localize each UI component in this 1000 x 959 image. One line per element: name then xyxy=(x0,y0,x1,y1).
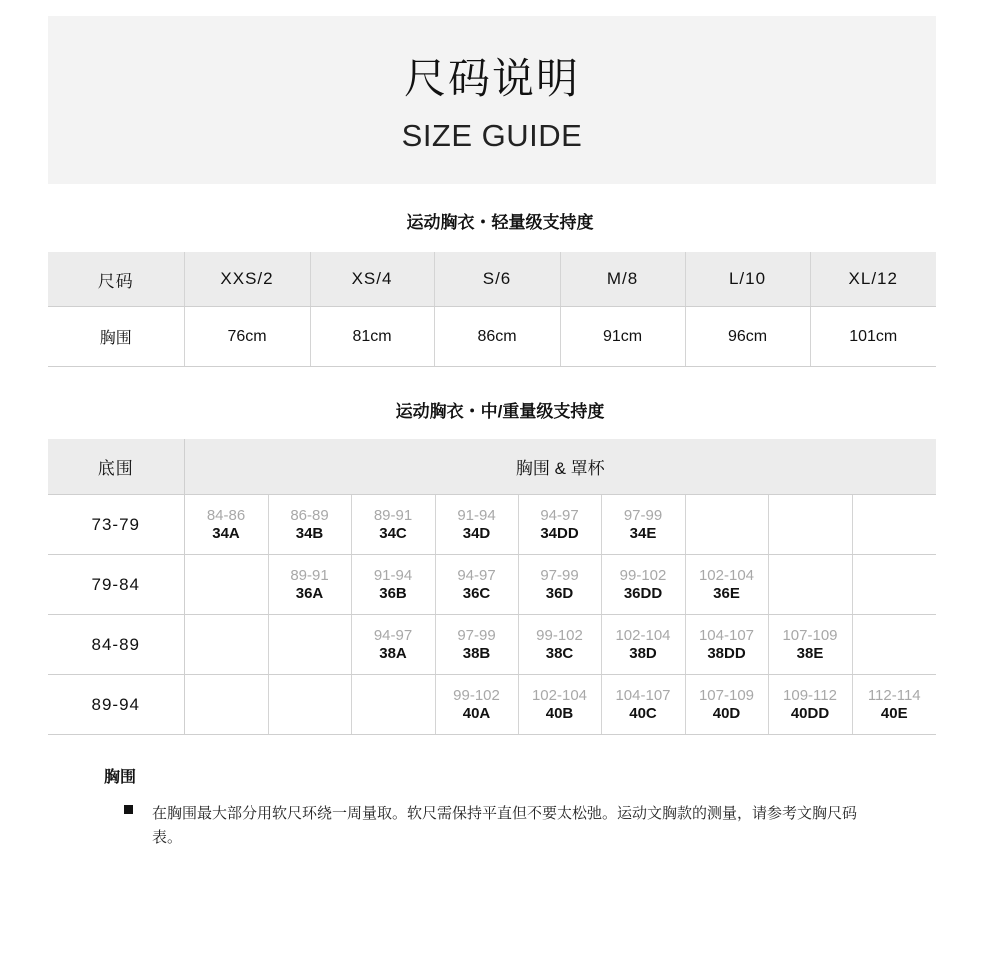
bust-range: 94-97 xyxy=(373,626,413,644)
cup-size: 34C xyxy=(379,524,407,542)
cup-cell xyxy=(435,675,518,735)
cup-cell xyxy=(184,675,268,735)
bust-range: 104-107 xyxy=(615,686,671,704)
underband-cell: 89-94 xyxy=(48,675,184,735)
bust-label: 胸围 xyxy=(48,307,184,367)
bust-range: 89-91 xyxy=(373,506,413,524)
cup-size: 38E xyxy=(796,644,824,662)
bust-range: 109-112 xyxy=(783,686,837,704)
cup-cell xyxy=(685,675,768,735)
bust-range: 97-99 xyxy=(540,566,579,584)
note-text: 在胸围最大部分用软尺环绕一周量取。软尺需保持平直但不要太松弛。运动文胸款的测量，请参考文胸尺码表。 xyxy=(152,805,858,846)
cup-size: 36A xyxy=(295,584,324,602)
cup-cell xyxy=(518,675,601,735)
cup-cell xyxy=(268,675,351,735)
cup-size: 40C xyxy=(629,704,657,722)
cup-size: 40A xyxy=(462,704,491,722)
cup-size: 40E xyxy=(880,704,908,722)
cup-cell xyxy=(351,555,435,615)
size-label: 尺码 xyxy=(48,252,184,307)
bust-range: 97-99 xyxy=(457,626,496,644)
size-header-cell: XXS/2 xyxy=(184,252,310,307)
cup-cell xyxy=(518,495,601,555)
cup-cell xyxy=(852,555,936,615)
cup-size: 40B xyxy=(545,704,574,722)
cup-cell xyxy=(768,555,852,615)
bust-cup-label: 胸围 & 罩杯 xyxy=(184,439,936,495)
light-support-table xyxy=(48,252,936,367)
bust-cell: 101cm xyxy=(810,307,936,367)
note-item xyxy=(124,802,884,850)
cup-size: 34A xyxy=(212,524,240,542)
bust-range: 99-102 xyxy=(619,566,667,584)
cup-cell xyxy=(685,615,768,675)
cup-size: 40DD xyxy=(790,704,830,722)
page-title: 尺码说明 xyxy=(403,55,580,102)
cup-size: 38B xyxy=(462,644,491,662)
cup-cell xyxy=(768,675,852,735)
size-header-cell: S/6 xyxy=(434,252,560,307)
bust-range: 102-104 xyxy=(615,626,671,644)
bullet-icon xyxy=(124,805,133,814)
cup-size: 36E xyxy=(713,584,740,602)
bust-cell: 96cm xyxy=(685,307,810,367)
cup-cell xyxy=(518,555,601,615)
bust-cell: 81cm xyxy=(310,307,434,367)
underband-cell: 84-89 xyxy=(48,615,184,675)
size-header-cell: L/10 xyxy=(685,252,810,307)
bust-range: 102-104 xyxy=(531,686,588,704)
cup-size: 36B xyxy=(379,584,407,602)
cup-size: 38A xyxy=(379,644,407,662)
cup-size: 36C xyxy=(462,584,491,602)
cup-cell xyxy=(852,495,936,555)
cup-cell xyxy=(601,615,685,675)
cup-cell xyxy=(685,555,768,615)
table-row xyxy=(48,495,936,555)
size-header-cell: XS/4 xyxy=(310,252,434,307)
bust-range: 112-114 xyxy=(867,686,921,704)
bust-range: 99-102 xyxy=(536,626,583,644)
underband-cell: 73-79 xyxy=(48,495,184,555)
bust-range: 94-97 xyxy=(540,506,579,524)
cup-size: 34D xyxy=(462,524,491,542)
cup-cell xyxy=(184,555,268,615)
bust-range: 107-109 xyxy=(782,626,838,644)
bust-cell: 76cm xyxy=(184,307,310,367)
bust-range: 99-102 xyxy=(453,686,500,704)
cup-size: 38D xyxy=(629,644,657,662)
table-row xyxy=(48,555,936,615)
bust-range: 84-86 xyxy=(206,506,246,524)
cup-cell xyxy=(351,495,435,555)
light-support-title: 运动胸衣・轻量级支持度 xyxy=(406,213,594,232)
bust-range: 97-99 xyxy=(623,506,663,524)
cup-cell xyxy=(268,495,351,555)
cup-cell xyxy=(768,495,852,555)
heavy-support-table xyxy=(48,439,936,735)
header-banner xyxy=(48,16,936,184)
page-subtitle: SIZE GUIDE xyxy=(401,118,583,153)
cup-cell xyxy=(184,615,268,675)
bust-range: 107-109 xyxy=(698,686,755,704)
cup-size: 34DD xyxy=(540,524,579,542)
bust-range: 102-104 xyxy=(698,566,755,584)
bust-cell: 91cm xyxy=(560,307,685,367)
heavy-support-title: 运动胸衣・中/重量级支持度 xyxy=(395,402,605,421)
cup-cell xyxy=(351,615,435,675)
size-header-cell: XL/12 xyxy=(810,252,936,307)
bust-cell: 86cm xyxy=(434,307,560,367)
bust-range: 91-94 xyxy=(373,566,413,584)
bust-range: 94-97 xyxy=(457,566,496,584)
cup-cell xyxy=(768,615,852,675)
table-header-row xyxy=(48,439,936,495)
cup-size: 38DD xyxy=(707,644,746,662)
cup-cell xyxy=(435,495,518,555)
table-row xyxy=(48,615,936,675)
cup-cell xyxy=(601,675,685,735)
cup-cell xyxy=(601,495,685,555)
cup-cell xyxy=(351,675,435,735)
cup-cell xyxy=(268,615,351,675)
table-row xyxy=(48,307,936,367)
cup-size: 36DD xyxy=(623,584,663,602)
cup-size: 38C xyxy=(545,644,574,662)
cup-cell xyxy=(685,495,768,555)
cup-cell xyxy=(601,555,685,615)
cup-size: 36D xyxy=(545,584,574,602)
bust-range: 86-89 xyxy=(290,506,329,524)
bust-range: 104-107 xyxy=(698,626,755,644)
notes-title: 胸围 xyxy=(104,769,137,786)
cup-size: 40D xyxy=(712,704,741,722)
cup-cell xyxy=(852,615,936,675)
bust-range: 89-91 xyxy=(290,566,329,584)
table-header-row xyxy=(48,252,936,307)
cup-size: 34B xyxy=(295,524,324,542)
underband-label: 底围 xyxy=(48,439,184,495)
underband-cell: 79-84 xyxy=(48,555,184,615)
cup-size: 34E xyxy=(629,524,657,542)
table-row xyxy=(48,675,936,735)
cup-cell xyxy=(268,555,351,615)
cup-cell xyxy=(518,615,601,675)
cup-cell xyxy=(184,495,268,555)
cup-cell xyxy=(435,615,518,675)
size-header-cell: M/8 xyxy=(560,252,685,307)
cup-cell xyxy=(852,675,936,735)
cup-cell xyxy=(435,555,518,615)
bust-range: 91-94 xyxy=(457,506,496,524)
